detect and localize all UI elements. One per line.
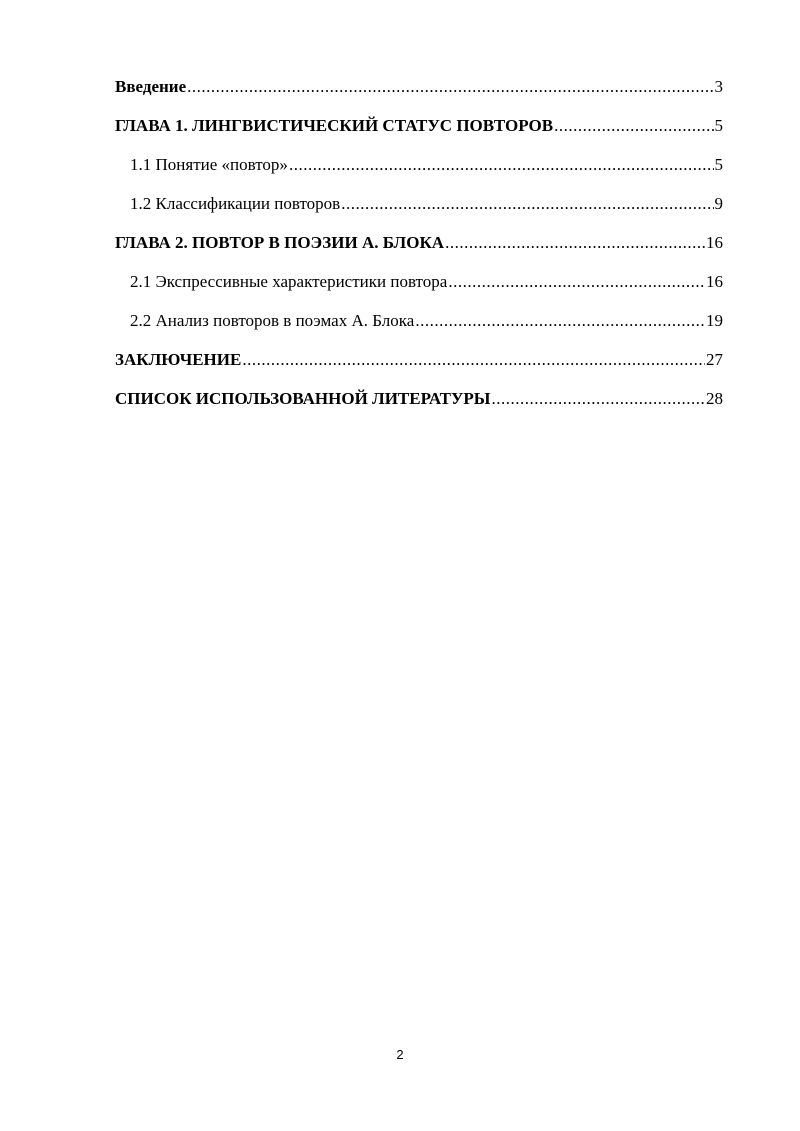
page-number: 2	[396, 1047, 404, 1062]
toc-dot-leader	[187, 74, 713, 100]
toc-entry-title: ГЛАВА 1. ЛИНГВИСТИЧЕСКИЙ СТАТУС ПОВТОРОВ	[115, 116, 554, 135]
toc-entry-page: 28	[706, 389, 723, 408]
toc-dot-leader	[554, 113, 713, 139]
toc-dot-leader	[492, 386, 706, 412]
toc-entry-section-2-2[interactable]	[115, 308, 723, 347]
toc-dot-leader	[341, 191, 713, 217]
toc-entry-chapter-1[interactable]	[115, 113, 723, 152]
table-of-contents	[115, 74, 723, 425]
toc-entry-section-1-1[interactable]	[115, 152, 723, 191]
toc-dot-leader	[445, 230, 705, 256]
toc-entry-chapter-2[interactable]	[115, 230, 723, 269]
toc-entry-section-1-2[interactable]	[115, 191, 723, 230]
toc-entry-title: ГЛАВА 2. ПОВТОР В ПОЭЗИИ А. БЛОКА	[115, 233, 445, 252]
toc-entry-title: Введение	[115, 77, 187, 96]
toc-entry-section-2-1[interactable]	[115, 269, 723, 308]
toc-dot-leader	[448, 269, 705, 295]
toc-entry-page: 16	[706, 272, 723, 291]
toc-entry-references[interactable]	[115, 386, 723, 425]
toc-entry-page: 5	[714, 116, 723, 135]
toc-entry-title: ЗАКЛЮЧЕНИЕ	[115, 350, 242, 369]
toc-entry-conclusion[interactable]	[115, 347, 723, 386]
toc-dot-leader	[242, 347, 705, 373]
toc-entry-page: 5	[714, 155, 723, 174]
toc-entry-title: 2.2 Анализ повторов в поэмах А. Блока	[130, 311, 415, 330]
toc-entry-page: 9	[714, 194, 723, 213]
toc-entry-title: 1.1 Понятие «повтор»	[130, 155, 288, 174]
toc-dot-leader	[289, 152, 714, 178]
toc-entry-introduction[interactable]	[115, 74, 723, 113]
toc-entry-title: СПИСОК ИСПОЛЬЗОВАННОЙ ЛИТЕРАТУРЫ	[115, 389, 491, 408]
toc-entry-page: 16	[706, 233, 723, 252]
toc-entry-page: 3	[714, 77, 723, 96]
toc-entry-page: 27	[706, 350, 723, 369]
toc-entry-page: 19	[706, 311, 723, 330]
toc-dot-leader	[415, 308, 705, 334]
toc-entry-title: 1.2 Классификации повторов	[130, 194, 341, 213]
toc-entry-title: 2.1 Экспрессивные характеристики повтора	[130, 272, 448, 291]
